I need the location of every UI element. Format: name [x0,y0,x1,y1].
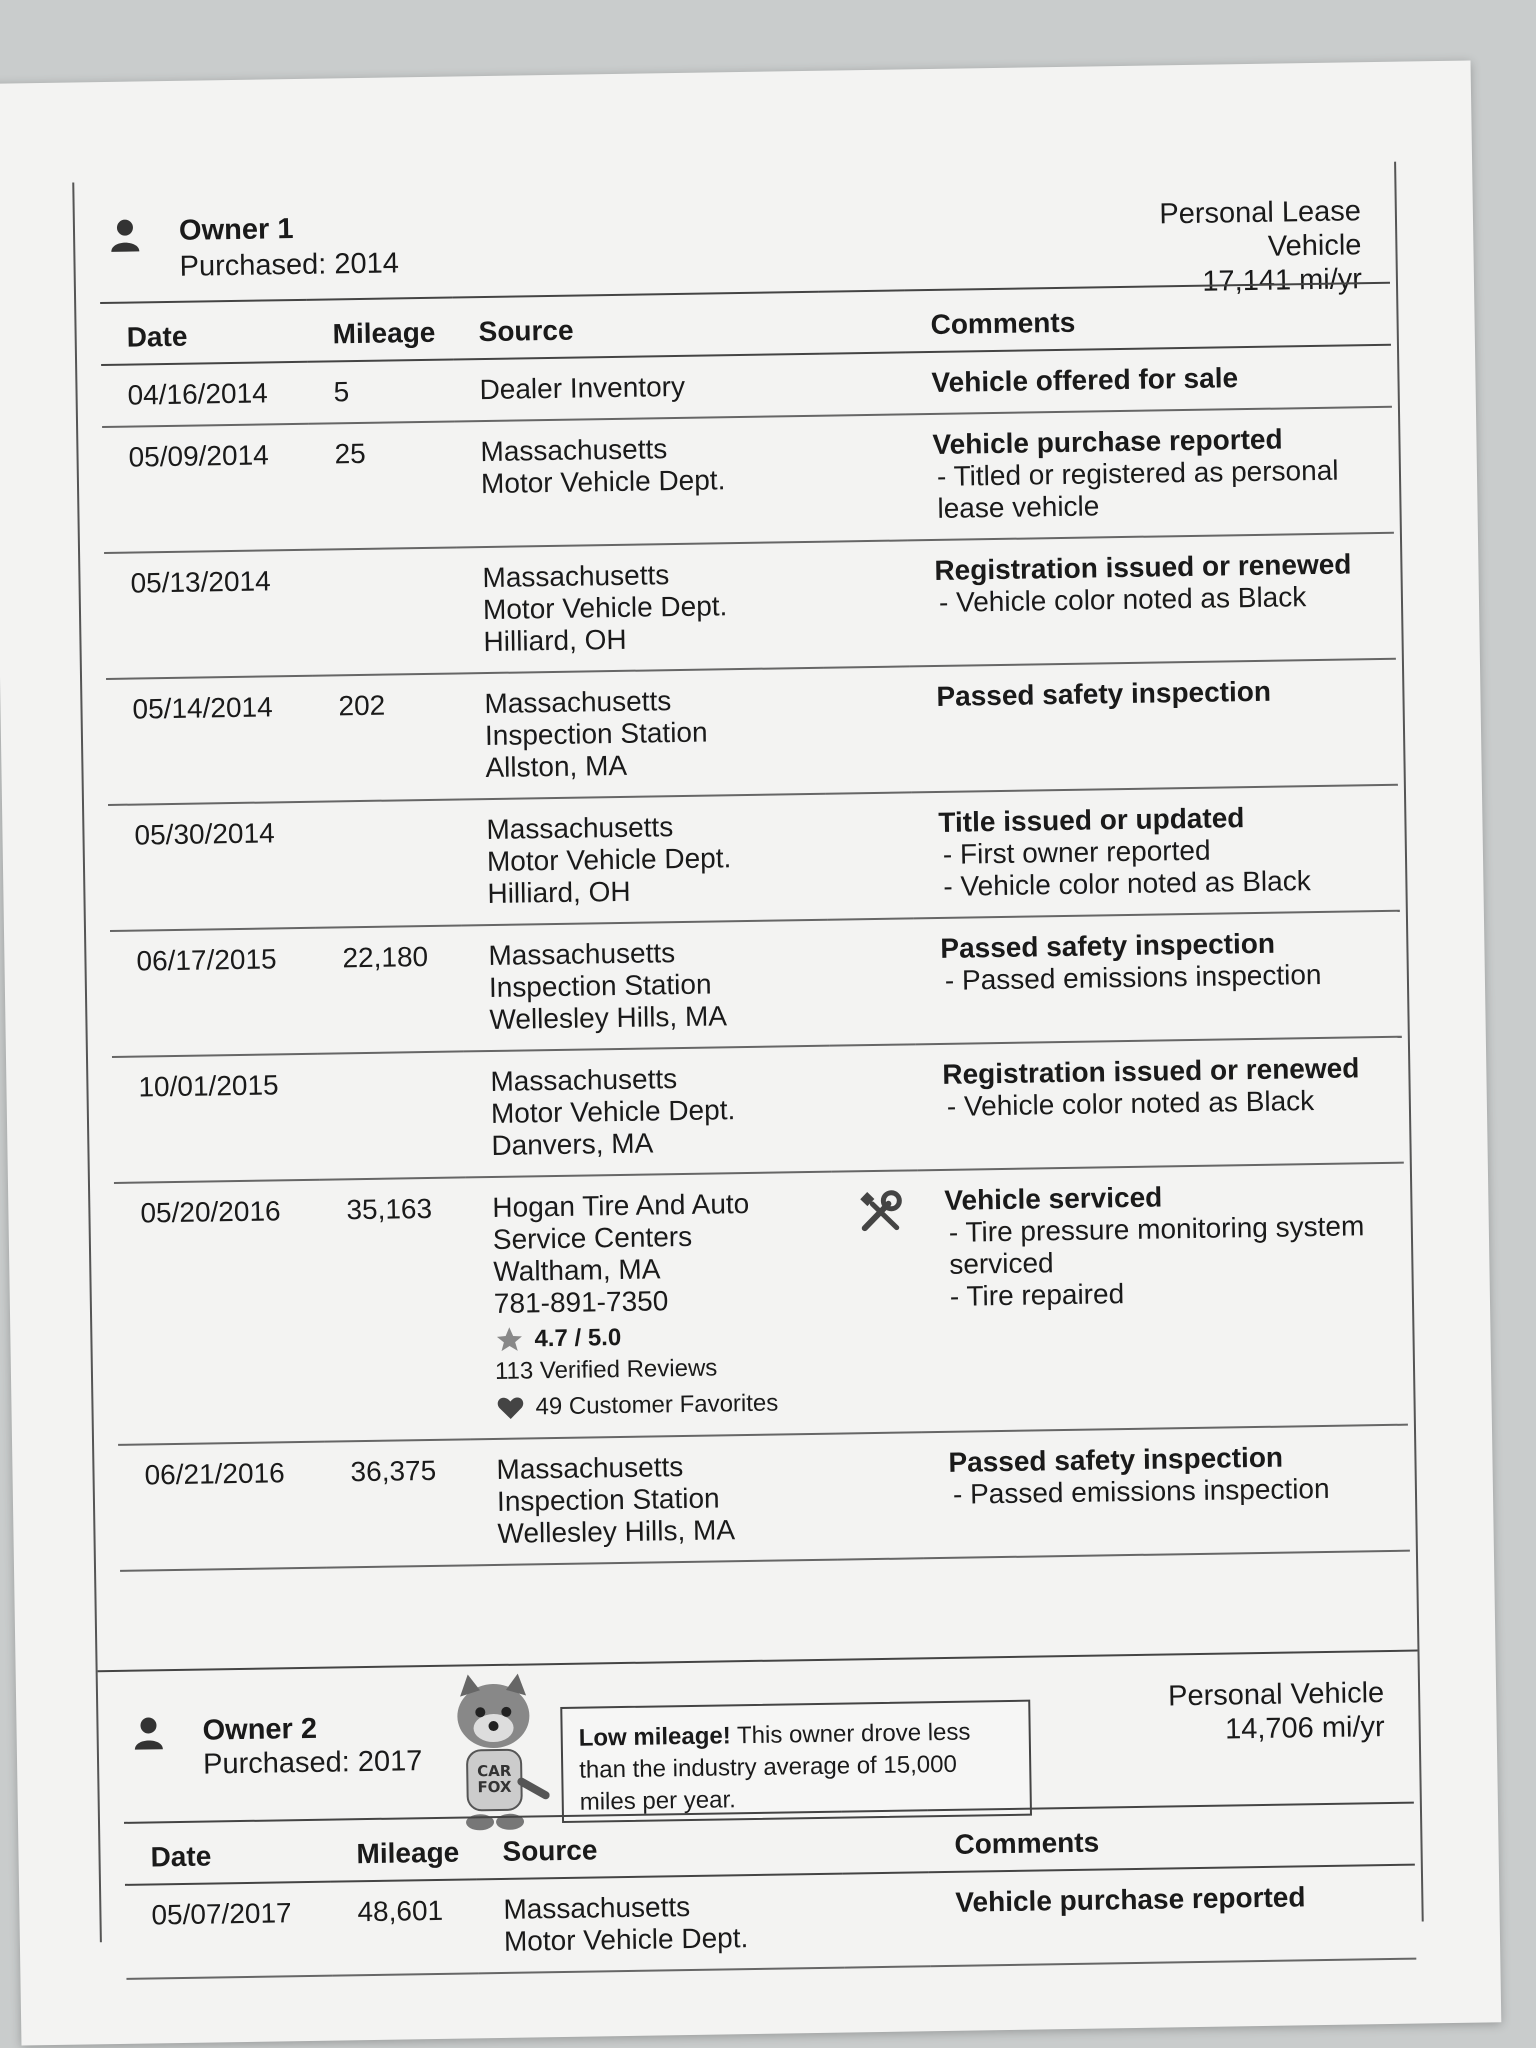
owner-1-type-line1: Personal Lease [1159,195,1362,231]
comment-title: Title issued or updated [938,802,1245,838]
row-mileage [318,1051,466,1179]
row-date: 06/21/2016 [118,1442,326,1571]
owner-1-header [74,162,1395,298]
row-mileage: 22,180 [316,925,464,1053]
comment-item: - Vehicle color noted as Black [939,864,1389,903]
report-frame [72,162,1423,1957]
source-line: Massachusetts [484,685,672,720]
source-line: 781-891-7350 [493,1285,669,1319]
svg-text:FOX: FOX [477,1777,512,1797]
row-date: 04/16/2014 [101,362,308,427]
table-row [112,1037,1404,1183]
table-row [125,1865,1416,1979]
source-line: Inspection Station [496,1482,720,1517]
row-date: 05/09/2014 [102,424,310,553]
header-mileage: Mileage [306,298,453,362]
row-mileage: 35,163 [320,1177,470,1441]
row-mileage: 5 [307,360,454,424]
row-source [458,668,826,800]
source-line: Motor Vehicle Dept. [486,842,732,878]
row-comments [918,1163,1408,1433]
low-mileage-note [560,1700,1032,1823]
source-line: Massachusetts [482,559,670,594]
row-comments [910,659,1398,793]
comment-item: - Titled or registered as personal lease vehicle [933,454,1384,525]
source-line: Inspection Station [488,968,712,1004]
row-comments [929,1865,1416,1967]
comment-item: - Tire pressure monitoring system serviced [945,1210,1396,1281]
person-icon [132,1715,165,1751]
report-page [0,60,1501,2045]
comment-title: Passed safety inspection [948,1441,1284,1478]
comment-item: - Passed emissions inspection [949,1472,1399,1511]
wrench-screwdriver-icon [858,1190,903,1235]
owner-2-usage [1168,1676,1385,1747]
row-icon-cell [830,1044,918,1171]
low-mileage-label: Low mileage! [578,1722,731,1752]
source-line: Massachusetts [503,1890,691,1925]
comment-title: Passed safety inspection [940,927,1276,964]
header-icon [842,1810,929,1873]
source-line: Wellesley Hills, MA [489,1000,728,1036]
row-date: 05/13/2014 [104,550,312,679]
owner-1-history-table [100,282,1410,1572]
header-source: Source [476,1812,843,1880]
row-icon-cell [836,1432,924,1559]
row-date: 05/30/2014 [108,802,316,931]
comment-title: Passed safety inspection [936,675,1272,712]
comment-item: - Vehicle color noted as Black [943,1084,1393,1123]
owner-1-purchased: Purchased: 2014 [179,247,400,283]
owner-2-title: Owner 2 [202,1712,318,1747]
low-mileage-text: This owner drove less than the industry average of 15,000 miles per year. [579,1718,971,1816]
source-line: Waltham, MA [493,1253,661,1287]
heart-icon [495,1393,525,1423]
row-date: 05/14/2014 [106,676,314,805]
row-mileage: 25 [308,422,456,550]
owner-2-rate: 14,706 mi/yr [1224,1711,1385,1746]
owner-2-history-table [124,1802,1416,1980]
source-line: Hilliard, OH [483,623,627,658]
table-row [102,407,1394,553]
row-source [462,920,830,1052]
table-row [114,1163,1408,1445]
owner-2-rows [125,1865,1416,1979]
row-icon-cell [828,918,916,1045]
star-icon [494,1325,524,1355]
carfox-mascot-icon [438,1671,550,1833]
owner-1-rows [101,345,1410,1571]
row-mileage [310,547,458,675]
comment-title: Vehicle purchase reported [932,423,1283,460]
comment-item: - Tire repaired [946,1274,1396,1313]
comment-title: Vehicle serviced [944,1181,1163,1216]
row-comments [908,533,1396,667]
row-comments [905,345,1392,415]
row-date: 10/01/2015 [112,1054,320,1183]
row-comments [922,1425,1410,1559]
owner-1-title: Owner 1 [178,213,294,247]
source-line: Service Centers [492,1220,693,1255]
row-icon-cell [820,414,908,541]
row-icon-cell [819,352,906,415]
table-row [118,1425,1410,1571]
source-line: Inspection Station [484,716,708,752]
row-comments [914,911,1402,1045]
source-line: Hogan Tire And Auto [492,1187,750,1224]
source-line: Hilliard, OH [487,875,631,910]
comment-item: - First owner reported [939,832,1389,871]
source-line: Massachusetts [496,1451,684,1485]
row-icon-cell [822,540,910,667]
source-line: Motor Vehicle Dept. [480,464,726,500]
row-source [460,794,828,926]
row-mileage: 36,375 [324,1439,472,1567]
row-date: 05/20/2016 [114,1180,324,1445]
owner-1-type-line2: Vehicle [1267,229,1362,263]
header-date: Date [100,300,307,365]
source-line: Massachusetts [486,811,674,846]
owner-1-rate: 17,141 mi/yr [1202,263,1363,298]
source-line: Wellesley Hills, MA [497,1514,736,1549]
table-row [106,659,1398,805]
person-icon [109,217,142,253]
source-line: Danvers, MA [491,1127,654,1162]
header-date: Date [124,1820,331,1885]
row-comments [916,1037,1404,1171]
table-row [104,533,1396,679]
row-source [466,1172,836,1440]
header-icon [818,290,905,353]
owner-2-purchased: Purchased: 2017 [202,1745,423,1781]
comment-item: - Vehicle color noted as Black [935,580,1385,619]
owner-2-type: Personal Vehicle [1167,1677,1385,1713]
row-date: 05/07/2017 [125,1882,332,1979]
row-comments [912,785,1400,919]
comment-title: Vehicle offered for sale [931,362,1239,399]
rating-row [494,1319,824,1356]
row-date: 06/17/2015 [110,928,318,1057]
favorites-row [495,1387,825,1424]
source-line: Motor Vehicle Dept. [503,1922,749,1957]
source-line: Motor Vehicle Dept. [490,1094,736,1130]
row-source [470,1434,838,1566]
header-comments: Comments [904,283,1391,353]
comment-item: - Passed emissions inspection [941,958,1391,997]
favorites-count: 49 Customer Favorites [535,1389,779,1421]
row-icon-cell [843,1872,930,1967]
row-mileage: 202 [312,673,460,801]
source-line: Dealer Inventory [479,370,686,406]
header-mileage: Mileage [330,1817,477,1881]
source-line: Massachusetts [490,1063,678,1098]
comment-title: Registration issued or renewed [934,548,1352,586]
source-line: Motor Vehicle Dept. [482,590,728,626]
source-line: Massachusetts [488,937,676,972]
source-line: Massachusetts [480,433,668,468]
comment-title: Registration issued or renewed [942,1052,1360,1090]
svg-text:CAR: CAR [477,1761,512,1781]
table-row [110,911,1402,1057]
review-count[interactable]: 113 Verified Reviews [494,1354,718,1385]
row-icon-cell [824,666,912,793]
row-comments [906,407,1394,541]
source-line: Allston, MA [485,749,628,784]
row-source [454,416,822,548]
row-icon-cell [832,1170,922,1433]
row-source [456,542,824,674]
row-source [464,1046,832,1178]
rating-value: 4.7 / 5.0 [534,1323,622,1353]
row-source [453,354,820,422]
header-comments: Comments [928,1803,1415,1873]
header-source: Source [452,292,819,360]
row-mileage: 48,601 [331,1879,478,1975]
row-source [477,1874,844,1974]
row-mileage [314,799,462,927]
table-row [108,785,1400,931]
row-icon-cell [826,792,914,919]
comment-title: Vehicle purchase reported [955,1881,1306,1918]
